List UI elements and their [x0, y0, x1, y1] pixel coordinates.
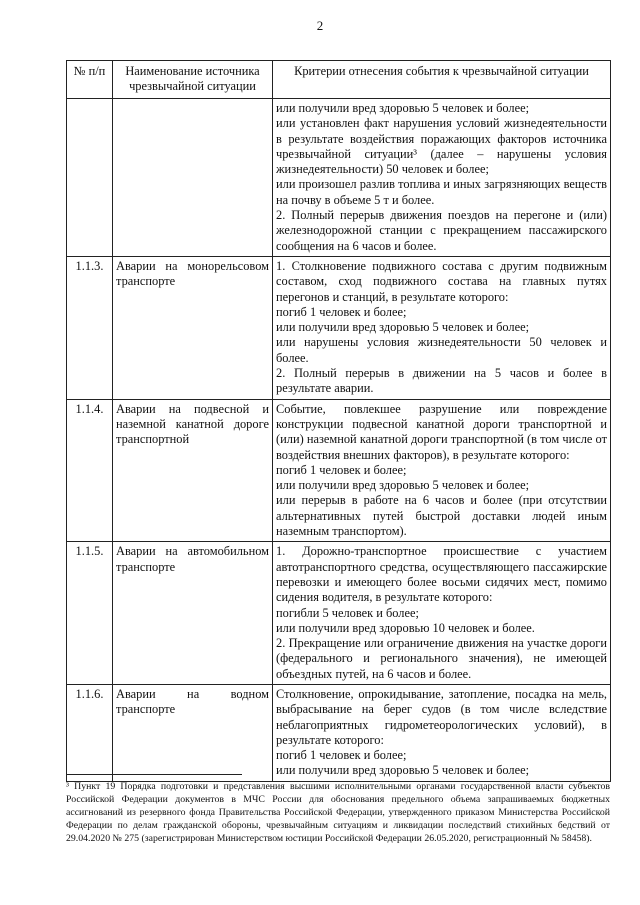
row-criteria — [273, 256, 611, 399]
footnote: ³ Пункт 19 Порядка подготовки и представления высшими исполнительными органами государственной власти субъектов Российской Федерации документов в МЧС России для обоснования предельного объема запрашиваемых бюджетных ассигнований из резервного фонда Правительства Российской Федерации, утвержденного приказом Министерства Российской Федерации по делам гражданской обороны, чрезвычайным ситуациям и ликвидации последствий стихийных бедствий от 29.04.2020 № 275 (зарегистрирован Министерством юстиции Российской Федерации 26.05.2020, регистрационный № 58458). — [66, 781, 610, 844]
row-criteria — [273, 99, 611, 257]
row-source: Аварии на монорельсовом транспорте — [113, 256, 273, 399]
table-row — [67, 399, 611, 542]
row-number: 1.1.3. — [67, 256, 113, 399]
criteria-line: или установлен факт нарушения условий жизнедеятельности в результате воздействия поражающих факторов источника чрезвычайной ситуации³ (далее – нарушены условия жизнедеятельности) 50 человек и более; — [276, 116, 607, 177]
table-header-row — [67, 61, 611, 99]
criteria-line: погибли 5 человек и более; — [276, 605, 419, 620]
header-criteria: Критерии отнесения события к чрезвычайной ситуации — [273, 61, 611, 99]
criteria-line: 1. Дорожно-транспортное происшествие с участием автотранспортного средства, осуществляющего пассажирские перевозки и имеющего более восьми сидячих мест, помимо сидения водителя, в результате которого: — [276, 544, 607, 605]
row-criteria — [273, 684, 611, 781]
criteria-line: 2. Полный перерыв в движении на 5 часов и более в результате аварии. — [276, 366, 607, 396]
criteria-line: или перерыв в работе на 6 часов и более (при отсутствии альтернативных путей быстрой доставки людей иным наземным транспортом). — [276, 493, 607, 539]
criteria-table — [66, 60, 611, 782]
criteria-line: Событие, повлекшее разрушение или повреждение конструкции подвесной канатной дороги транспортной и (или) наземной канатной дороги транспортной (в том числе от воздействия внешних факторов), в результате которого: — [276, 401, 607, 462]
row-number: 1.1.5. — [67, 542, 113, 685]
criteria-line: 2. Полный перерыв движения поездов на перегоне и (или) железнодорожной станции с прекращением пассажирского сообщения на 6 часов и более. — [276, 208, 607, 253]
criteria-line: или нарушены условия жизнедеятельности 50 человек и более. — [276, 335, 607, 365]
table-row — [67, 99, 611, 257]
criteria-line: погиб 1 человек и более; — [276, 304, 407, 319]
table-row — [67, 256, 611, 399]
row-source: Аварии на подвесной и наземной канатной дороге транспортной — [113, 399, 273, 542]
criteria-line: 1. Столкновение подвижного состава с другим подвижным составом, сход подвижного состава на главных путях перегонов и станций, в результате которого: — [276, 258, 607, 304]
row-criteria — [273, 542, 611, 685]
row-number: 1.1.6. — [67, 684, 113, 781]
row-source: Аварии на автомобильном транспорте — [113, 542, 273, 685]
table-row — [67, 684, 611, 781]
criteria-line: Столкновение, опрокидывание, затопление, посадка на мель, выбрасывание на берег судов (в том числе вследствие неблагоприятных гидрометеорологических условий), в результате которого: — [276, 686, 607, 747]
row-number: 1.1.4. — [67, 399, 113, 542]
row-source — [113, 99, 273, 257]
criteria-line: или получили вред здоровью 5 человек и более; — [276, 478, 530, 493]
criteria-line: или получили вред здоровью 5 человек и более; — [276, 320, 530, 335]
row-source: Аварии на водном транспорте — [113, 684, 273, 781]
criteria-line: погиб 1 человек и более; — [276, 462, 407, 477]
criteria-line: или получили вред здоровью 10 человек и более. — [276, 620, 535, 635]
table-row — [67, 542, 611, 685]
criteria-line: или получили вред здоровью 5 человек и более; — [276, 763, 530, 778]
footnote-divider — [66, 774, 242, 775]
header-number: № п/п — [67, 61, 113, 99]
criteria-line: 2. Прекращение или ограничение движения на участке дороги (федерального и регионального значения), не имеющей объездных путей, на 6 часов и более. — [276, 636, 607, 681]
row-number — [67, 99, 113, 257]
criteria-line: или произошел разлив топлива и иных загрязняющих веществ на почву в объеме 5 т и более. — [276, 177, 607, 207]
header-source: Наименование источника чрезвычайной ситуации — [113, 61, 273, 99]
criteria-line: погиб 1 человек и более; — [276, 748, 407, 763]
row-criteria — [273, 399, 611, 542]
page-number: 2 — [316, 18, 324, 33]
criteria-line: или получили вред здоровью 5 человек и более; — [276, 101, 530, 115]
